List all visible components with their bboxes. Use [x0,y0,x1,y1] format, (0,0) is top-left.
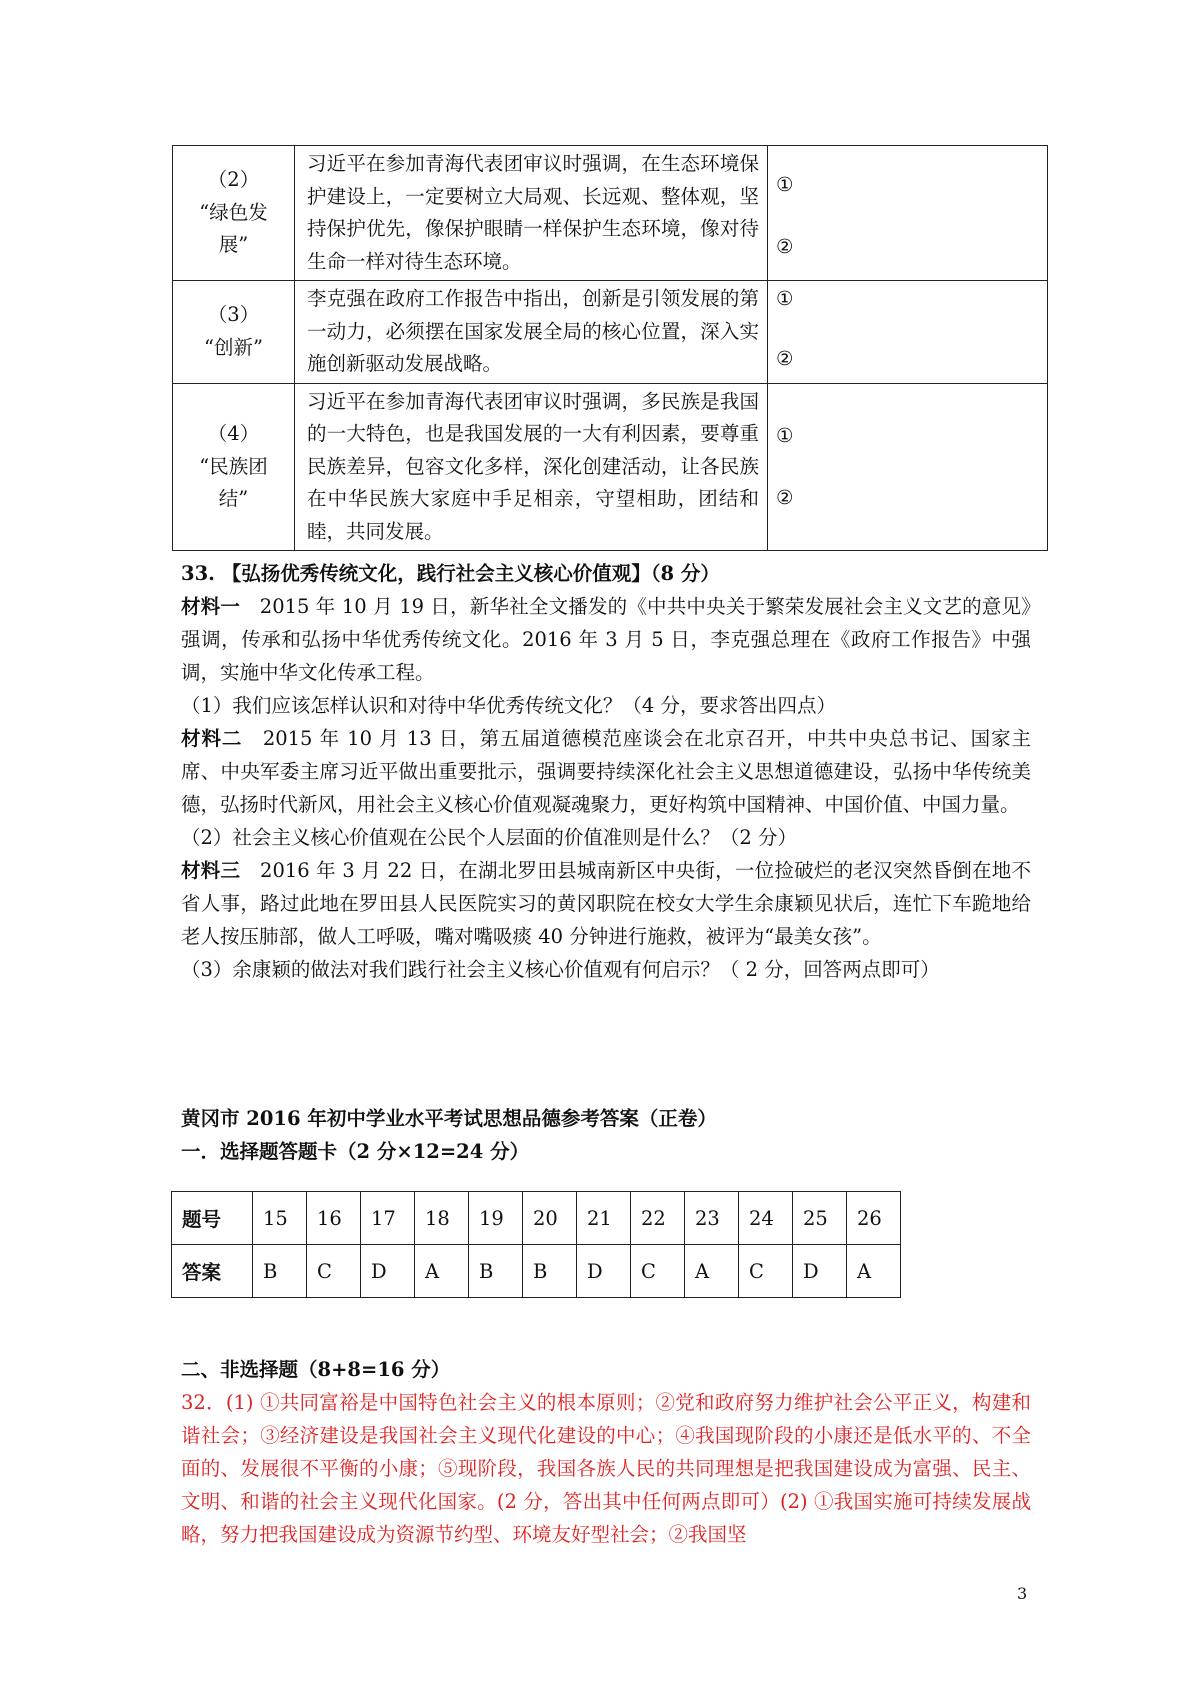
answer-marker: ② [776,347,794,370]
question-title: 33. 【弘扬优秀传统文化，践行社会主义核心价值观】（8 分） [181,562,720,585]
topic-name-line: 结” [218,487,249,510]
topic-number: （2） [207,168,260,192]
material-2 [181,722,1031,821]
topic-number: （4） [207,422,260,445]
answer-space-cell [768,383,1048,551]
topic-name-line: “绿色发 [199,200,268,224]
topic-name-line: “创新” [204,335,263,359]
answer-key-title: 黄冈市 2016 年初中学业水平考试思想品德参考答案（正卷） [181,1107,717,1130]
question-number: 19 [469,1192,523,1245]
answer-letter: C [631,1245,685,1298]
answer-letter: B [523,1245,577,1298]
page-number: 3 [1017,1584,1028,1603]
q32-answer-text: 32．(1) ①共同富裕是中国特色社会主义的根本原则；②党和政府努力维护社会公平正义，构建和谐社会；③经济建设是我国社会主义现代化建设的中心；④我国现阶段的小康还是低水平的、不全面的、发展很不平衡的小康；⑤现阶段，我国各族人民的共同理想是把我国建设成为富强、民主、文明、和谐的社会主义现代化国家。(2 分，答出其中任何两点即可）(2) ①我国实施可持续发展战略，努力把我国建设成为资源节约型、环境友好型社会；②我国坚 [181,1391,1031,1546]
topic-label-cell [173,146,295,281]
answer-letter: D [793,1245,847,1298]
material-label: 材料二 [181,727,243,750]
answer-marker: ② [776,234,794,258]
table-row [173,281,1048,384]
answer-space-cell [768,281,1048,384]
question-number: 16 [307,1192,361,1245]
question-number: 20 [523,1192,577,1245]
answer-letter: B [469,1245,523,1298]
topics-table [172,145,1048,551]
question-number: 22 [631,1192,685,1245]
topic-text-cell: 习近平在参加青海代表团审议时强调，多民族是我国的一大特色，也是我国发展的一大有利因素，要尊重民族差异，包容文化多样，深化创建活动，让各民族在中华民族大家庭中手足相亲，守望相助，团结和睦，共同发展。 [295,383,768,551]
answer-letter: C [307,1245,361,1298]
sub-question: （3）余康颖的做法对我们践行社会主义核心价值观有何启示？（ 2 分，回答两点即可） [181,958,940,981]
topic-name-line: 展” [218,233,249,257]
topic-number: （3） [207,303,260,327]
answer-letter: D [577,1245,631,1298]
question-number: 21 [577,1192,631,1245]
table-row [173,383,1048,551]
answer-letter: C [739,1245,793,1298]
sub-question: （1）我们应该怎样认识和对待中华优秀传统文化？（4 分，要求答出四点） [181,694,837,717]
table-row [172,1192,901,1245]
answer-key-header [181,1102,1031,1168]
question-number: 18 [415,1192,469,1245]
section-heading: 二、非选择题（8+8=16 分） [181,1358,451,1381]
answer-letter: D [361,1245,415,1298]
material-1 [181,590,1031,689]
answer-marker: ① [776,287,794,310]
topic-text-cell: 李克强在政府工作报告中指出，创新是引领发展的第一动力，必须摆在国家发展全局的核心位置，深入实施创新驱动发展战略。 [295,281,768,384]
topic-text-cell: 习近平在参加青海代表团审议时强调，在生态环境保护建设上，一定要树立大局观、长远观、整体观，坚持保护优先，像保护眼睛一样保护生态环境，像对待生命一样对待生态环境。 [295,146,768,281]
answer-letter: A [847,1245,901,1298]
answer-marker: ② [776,485,794,509]
topic-label-cell [173,383,295,551]
non-choice-section [181,1353,1031,1551]
question-number: 25 [793,1192,847,1245]
table-row [172,1245,901,1298]
topic-label-cell [173,281,295,384]
sub-question: （2）社会主义核心价值观在公民个人层面的价值准则是什么？（2 分） [181,826,798,849]
question-number: 24 [739,1192,793,1245]
section-heading: 一．选择题答题卡（2 分×12=24 分） [181,1140,530,1163]
question-number: 15 [253,1192,307,1245]
row-header: 答案 [172,1245,253,1298]
material-label: 材料三 [181,859,241,882]
table-row [173,146,1048,281]
question-33 [181,557,1031,986]
material-text: 2016 年 3 月 22 日，在湖北罗田县城南新区中央街，一位捡破烂的老汉突然昏倒在地不省人事，路过此地在罗田县人民医院实习的黄冈职院在校女大学生余康颖见状后，连忙下车跪地给老人按压肺部，做人工呼吸，嘴对嘴吸痰 40 分钟进行施救，被评为“最美女孩”。 [181,859,1031,948]
question-number: 26 [847,1192,901,1245]
question-number: 23 [685,1192,739,1245]
row-header: 题号 [172,1192,253,1245]
material-text: 2015 年 10 月 13 日，第五届道德模范座谈会在北京召开，中共中央总书记、国家主席、中央军委主席习近平做出重要批示，强调要持续深化社会主义思想道德建设，弘扬中华传统美德，弘扬时代新风，用社会主义核心价值观凝魂聚力，更好构筑中国精神、中国价值、中国力量。 [181,727,1031,816]
answer-space-cell [768,146,1048,281]
material-label: 材料一 [181,595,241,618]
answer-letter: A [415,1245,469,1298]
answer-letter: B [253,1245,307,1298]
topic-name-line: “民族团 [199,454,268,478]
answer-marker: ① [776,423,794,447]
material-text: 2015 年 10 月 19 日，新华社全文播发的《中共中央关于繁荣发展社会主义文艺的意见》强调，传承和弘扬中华优秀传统文化。2016 年 3 月 5 日，李克强总理在《政府工作报告》中强调，实施中华文化传承工程。 [181,595,1031,684]
material-3 [181,854,1031,953]
question-number: 17 [361,1192,415,1245]
answer-card-table [171,1191,901,1298]
answer-marker: ① [776,172,794,196]
answer-letter: A [685,1245,739,1298]
